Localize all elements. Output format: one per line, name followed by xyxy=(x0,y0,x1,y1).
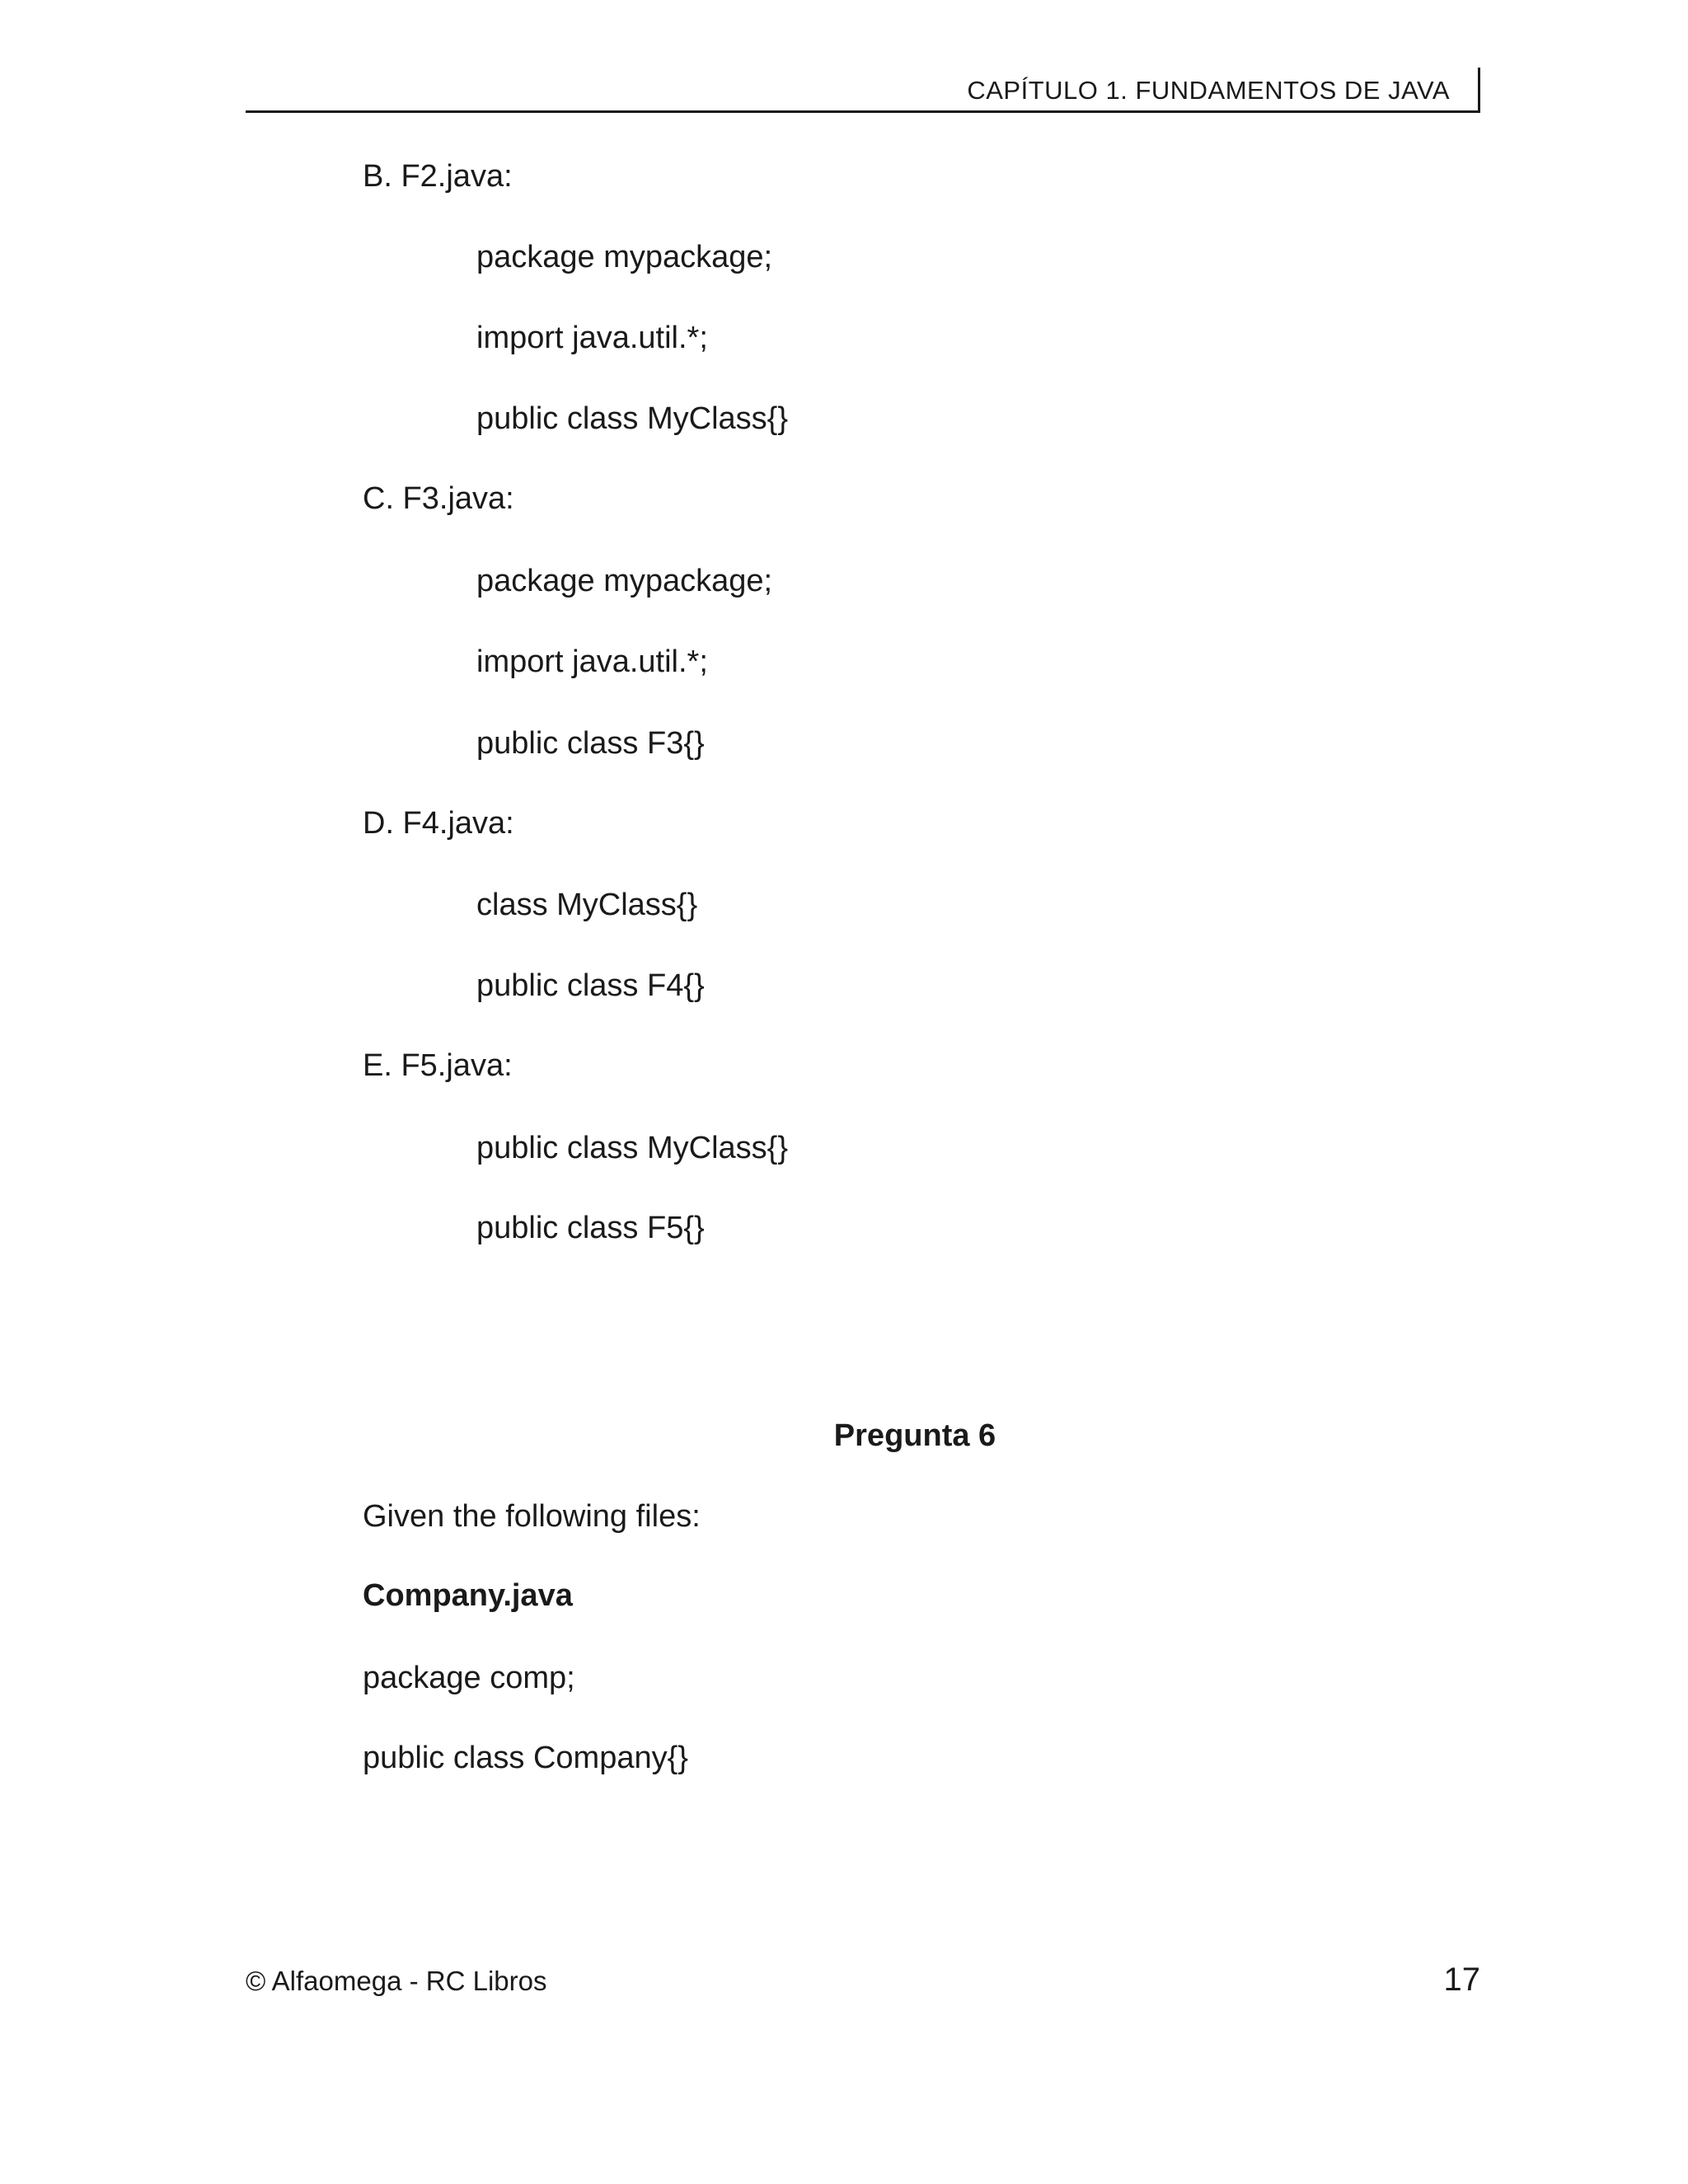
code-line: public class Company{} xyxy=(363,1741,688,1775)
code-line: public class MyClass{} xyxy=(476,401,789,436)
code-line: package mypackage; xyxy=(476,240,773,274)
option-b-label: B. F2.java: xyxy=(363,159,513,194)
code-line: class MyClass{} xyxy=(476,888,698,922)
code-line: package mypackage; xyxy=(476,564,773,598)
running-header xyxy=(246,68,1480,113)
code-line: import java.util.*; xyxy=(476,321,708,355)
page-number: 17 xyxy=(1443,1961,1480,1998)
chapter-title: CAPÍTULO 1. FUNDAMENTOS DE JAVA xyxy=(967,76,1450,105)
copyright-footer: © Alfaomega - RC Libros xyxy=(246,1966,547,1996)
file-name: Company.java xyxy=(363,1578,573,1613)
option-e-label: E. F5.java: xyxy=(363,1048,513,1083)
code-line: public class MyClass{} xyxy=(476,1131,789,1165)
question-heading: Pregunta 6 xyxy=(833,1418,996,1453)
code-line: public class F3{} xyxy=(476,726,705,761)
code-line: public class F4{} xyxy=(476,968,705,1003)
option-d-label: D. F4.java: xyxy=(363,806,514,841)
code-line: import java.util.*; xyxy=(476,644,708,679)
question-intro: Given the following files: xyxy=(363,1499,701,1534)
code-line: package comp; xyxy=(363,1661,575,1695)
code-line: public class F5{} xyxy=(476,1211,705,1245)
option-c-label: C. F3.java: xyxy=(363,481,514,516)
